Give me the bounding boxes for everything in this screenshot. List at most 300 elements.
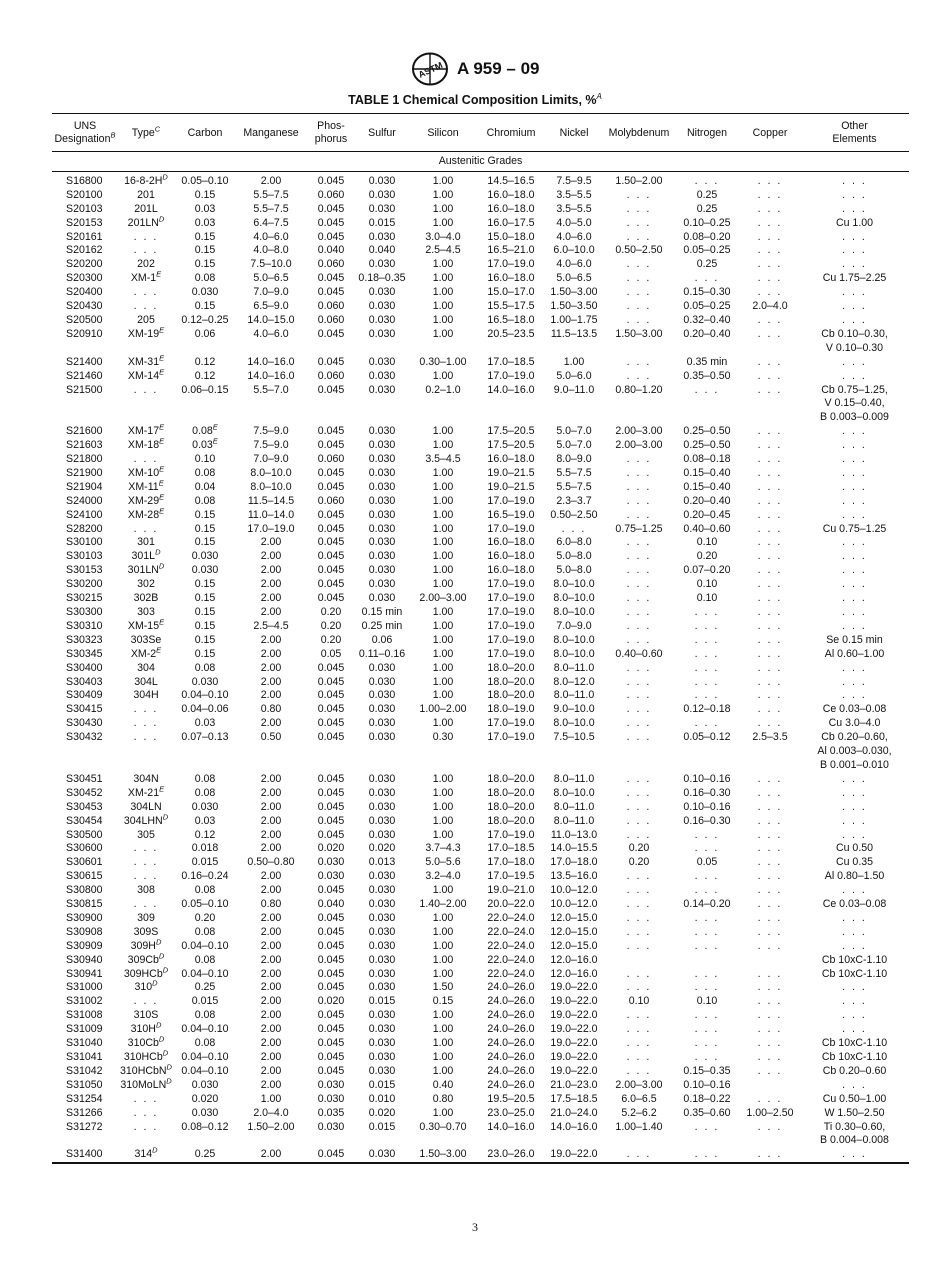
cell-nickel: 7.0–9.0 [556, 619, 592, 632]
cell-carbon: 0.05–0.10 [181, 898, 229, 911]
cell-manganese: 5.5–7.0 [253, 383, 289, 396]
table-row [52, 1051, 909, 1065]
cell-chromium: 18.0–20.0 [487, 661, 535, 674]
cell-phosphorus: 0.045 [317, 592, 345, 605]
cell-silicon: 1.00 [432, 216, 454, 229]
cell-sulfur: 0.030 [368, 439, 396, 452]
cell-nitrogen: 0.35–0.60 [683, 1106, 731, 1119]
cell-manganese: 4.0–6.0 [253, 327, 289, 340]
cell-type: 301 [137, 536, 155, 549]
cell-footnote: E [159, 436, 165, 446]
cell-nickel: 9.0–11.0 [553, 383, 595, 396]
cell-nitrogen: 0.20–0.45 [683, 508, 731, 521]
column-header-manganese [236, 114, 306, 152]
cell-uns: S20910 [66, 327, 103, 340]
cell-silicon: 1.00 [432, 1064, 454, 1077]
cell-chromium: 22.0–24.0 [487, 911, 535, 924]
cell-other: Cb 0.20–0.60, Al 0.003–0.030, B 0.001–0.010 [817, 731, 892, 771]
cell-molybdenum: . . . [626, 494, 652, 507]
cell-type: XM-1$^E$ [130, 269, 162, 285]
cell-type: . . . [133, 244, 159, 257]
cell-sulfur: 0.030 [368, 369, 396, 382]
table-row [52, 189, 909, 203]
table-row [52, 1093, 909, 1107]
cell-nitrogen: . . . [694, 981, 720, 994]
cell-phosphorus: 0.045 [317, 967, 345, 980]
cell-molybdenum: 2.00–3.00 [615, 425, 663, 438]
cell-nickel: 8.0–10.0 [553, 717, 595, 730]
cell-phosphorus: 0.045 [317, 1023, 345, 1036]
cell-nitrogen: 0.10 [696, 995, 718, 1008]
cell-manganese: 7.0–9.0 [253, 453, 289, 466]
cell-silicon: 1.00 [432, 327, 454, 340]
cell-molybdenum: . . . [626, 508, 652, 521]
cell-type: 309Cb$^D$ [127, 951, 165, 966]
cell-type: . . . [133, 898, 159, 911]
table-row [52, 1023, 909, 1037]
cell-sulfur: 0.030 [368, 174, 396, 187]
cell-phosphorus: 0.045 [317, 717, 345, 730]
table-row [52, 717, 909, 731]
cell-uns: S20162 [66, 244, 103, 257]
cell-phosphorus: 0.045 [317, 439, 345, 452]
table-row [52, 300, 909, 314]
cell-copper: . . . [757, 216, 783, 229]
table-row [52, 898, 909, 912]
cell-nitrogen: 0.40–0.60 [683, 522, 731, 535]
cell-type: . . . [133, 856, 159, 869]
cell-other: . . . [842, 300, 867, 313]
cell-uns: S30453 [66, 800, 103, 813]
cell-phosphorus: 0.045 [317, 355, 345, 368]
cell-other: . . . [842, 466, 867, 479]
cell-silicon: 1.00 [432, 1037, 454, 1050]
cell-phosphorus: 0.045 [317, 480, 345, 493]
cell-carbon: 0.04–0.10 [181, 967, 229, 980]
cell-chromium: 24.0–26.0 [487, 1037, 535, 1050]
cell-nitrogen: . . . [694, 1148, 720, 1161]
cell-silicon: 0.30–0.70 [419, 1120, 467, 1133]
cell-footnote: D [155, 1020, 162, 1030]
cell-silicon: 0.30 [432, 731, 454, 744]
cell-manganese: 2.00 [260, 786, 282, 799]
cell-nitrogen: . . . [694, 647, 720, 660]
cell-molybdenum: . . . [626, 578, 652, 591]
cell-carbon: 0.15 [194, 230, 216, 243]
cell-other: . . . [842, 174, 867, 187]
cell-nitrogen: . . . [694, 870, 720, 883]
cell-sulfur: 0.06 [371, 633, 393, 646]
cell-molybdenum: . . . [626, 884, 652, 897]
cell-sulfur: 0.030 [368, 494, 396, 507]
cell-copper: . . . [757, 661, 783, 674]
cell-footnote: D [166, 1076, 172, 1086]
cell-type: XM-19$^E$ [127, 325, 165, 340]
cell-silicon: 1.00 [432, 800, 454, 813]
cell-carbon: 0.15 [194, 606, 216, 618]
cell-phosphorus: 0.045 [317, 689, 345, 702]
cell-copper: . . . [757, 466, 783, 479]
cell-manganese: 2.00 [260, 647, 282, 660]
cell-sulfur: 0.030 [368, 453, 396, 466]
table-row [52, 495, 909, 509]
cell-copper: . . . [757, 1009, 783, 1022]
cell-nickel: 8.0–12.0 [553, 675, 595, 688]
cell-silicon: 1.00 [432, 1051, 454, 1063]
cell-copper: . . . [757, 327, 783, 340]
cell-manganese: 2.00 [260, 981, 282, 994]
cell-uns: S30400 [66, 661, 103, 674]
cell-molybdenum: . . . [626, 369, 652, 382]
cell-other: . . . [842, 1148, 867, 1161]
cell-carbon: 0.04–0.10 [181, 689, 229, 702]
cell-phosphorus: 0.045 [317, 286, 345, 299]
table-row [52, 171, 909, 188]
cell-carbon: 0.15 [194, 244, 216, 257]
cell-carbon: 0.03$^E$ [192, 436, 218, 452]
cell-sulfur: 0.030 [368, 870, 396, 883]
cell-sulfur: 0.030 [368, 355, 396, 368]
cell-type: 309 [137, 911, 155, 924]
cell-sulfur: 0.030 [368, 772, 396, 785]
cell-chromium: 18.0–19.0 [487, 703, 535, 716]
cell-other: . . . [842, 202, 867, 215]
cell-carbon: 0.08 [194, 1037, 216, 1050]
cell-nitrogen: . . . [694, 925, 720, 938]
cell-footnote: D [162, 1048, 169, 1058]
cell-phosphorus: 0.045 [317, 536, 345, 549]
cell-nickel: 11.5–13.5 [550, 327, 598, 340]
cell-other: . . . [842, 564, 867, 577]
cell-sulfur: 0.030 [368, 1023, 396, 1036]
cell-silicon: 1.00 [432, 619, 454, 632]
cell-other: Ce 0.03–0.08 [822, 898, 887, 911]
table-title: TABLE 1 Chemical Composition Limits, % [348, 93, 597, 108]
cell-sulfur: 0.030 [368, 717, 396, 730]
cell-phosphorus: 0.045 [317, 1148, 345, 1161]
cell-nickel: 5.0–7.0 [556, 425, 592, 438]
table-row [52, 842, 909, 856]
cell-uns: S30615 [66, 870, 103, 883]
cell-silicon: 1.00 [432, 174, 454, 187]
cell-silicon: 1.00 [432, 967, 454, 980]
cell-copper: . . . [757, 828, 783, 841]
cell-type: 201 [137, 188, 155, 201]
table-row [52, 940, 909, 954]
cell-molybdenum: . . . [626, 898, 652, 911]
cell-carbon: 0.03 [194, 202, 216, 215]
cell-manganese: 4.0–6.0 [253, 230, 289, 243]
cell-type: . . . [133, 286, 159, 299]
cell-phosphorus: 0.060 [317, 369, 345, 382]
cell-molybdenum: . . . [626, 814, 652, 827]
cell-molybdenum: 1.50–2.00 [615, 174, 663, 187]
cell-nickel: 9.0–10.0 [553, 703, 595, 716]
cell-molybdenum: . . . [626, 300, 652, 313]
cell-manganese: 2.00 [260, 1009, 282, 1022]
cell-manganese: 6.4–7.5 [253, 216, 289, 229]
cell-nitrogen: 0.20 [696, 550, 718, 563]
cell-copper [740, 1079, 800, 1093]
cell-nickel: 12.0–16.0 [550, 967, 598, 980]
cell-phosphorus: 0.045 [317, 466, 345, 479]
cell-molybdenum: 0.40–0.60 [615, 647, 663, 660]
cell-type: XM-10$^E$ [127, 464, 165, 479]
cell-carbon: 0.10 [194, 453, 216, 466]
cell-copper: . . . [757, 536, 783, 549]
cell-sulfur: 0.030 [368, 675, 396, 688]
cell-nickel: 12.0–15.0 [550, 939, 598, 952]
cell-type: 310S [133, 1009, 159, 1022]
cell-molybdenum: . . . [626, 188, 652, 201]
column-header-silicon [408, 114, 478, 152]
column-header-sulfur [356, 114, 408, 152]
cell-nickel: 14.0–15.5 [550, 842, 598, 855]
cell-manganese: 7.5–9.0 [253, 439, 289, 452]
cell-nitrogen: 0.25 [696, 202, 718, 215]
cell-nitrogen: . . . [694, 1120, 720, 1133]
cell-phosphorus: 0.045 [317, 939, 345, 952]
cell-type: 304L [134, 675, 158, 688]
cell-chromium: 17.0–19.0 [487, 592, 535, 605]
cell-nickel: 21.0–23.0 [550, 1078, 598, 1091]
cell-silicon: 1.00 [432, 300, 454, 313]
cell-chromium: 17.0–18.5 [487, 842, 535, 855]
cell-sulfur: 0.013 [368, 856, 396, 869]
cell-molybdenum: . . . [626, 1023, 652, 1036]
cell-uns: S31042 [66, 1064, 103, 1077]
cell-phosphorus: 0.060 [317, 258, 345, 271]
cell-manganese: 4.0–8.0 [253, 244, 289, 257]
cell-uns: S30454 [66, 814, 103, 827]
cell-nickel: 5.0–8.0 [556, 550, 592, 563]
cell-silicon: 1.00 [432, 786, 454, 799]
cell-type: . . . [133, 1120, 159, 1133]
cell-molybdenum: . . . [626, 619, 652, 632]
cell-sulfur: 0.030 [368, 884, 396, 897]
cell-nitrogen: . . . [694, 689, 720, 702]
cell-nitrogen: 0.15–0.30 [683, 286, 731, 299]
cell-manganese: 2.00 [260, 842, 282, 855]
cell-sulfur: 0.11–0.16 [358, 647, 406, 660]
cell-sulfur: 0.030 [368, 522, 396, 535]
cell-manganese: 14.0–16.0 [247, 355, 295, 368]
cell-carbon: 0.04 [194, 480, 216, 493]
cell-copper: . . . [757, 814, 783, 827]
cell-carbon: 0.08 [194, 1009, 216, 1022]
table-body [52, 152, 909, 1164]
table-row [52, 787, 909, 801]
cell-sulfur: 0.030 [368, 1037, 396, 1050]
cell-sulfur: 0.030 [368, 564, 396, 577]
cell-footnote: D [158, 214, 165, 224]
cell-nickel: 10.0–12.0 [550, 898, 598, 911]
cell-sulfur: 0.030 [368, 383, 396, 396]
cell-sulfur: 0.030 [368, 425, 396, 438]
cell-carbon: 0.08 [194, 661, 216, 674]
table-row [52, 954, 909, 968]
cell-uns: S24000 [66, 494, 103, 507]
cell-uns: S30600 [66, 842, 103, 855]
cell-sulfur: 0.030 [368, 202, 396, 215]
cell-nitrogen: . . . [694, 828, 720, 841]
cell-other: Se 0.15 min [826, 633, 883, 646]
table-row [52, 217, 909, 231]
cell-chromium: 22.0–24.0 [487, 939, 535, 952]
cell-manganese: 14.0–15.0 [247, 313, 295, 326]
cell-type: 201LN$^D$ [127, 214, 165, 229]
cell-phosphorus: 0.020 [317, 995, 345, 1008]
cell-chromium: 18.0–20.0 [487, 689, 535, 702]
cell-silicon: 1.00 [432, 466, 454, 479]
cell-chromium: 23.0–26.0 [487, 1148, 535, 1161]
cell-sulfur: 0.015 [368, 1120, 396, 1133]
cell-silicon: 1.00 [432, 772, 454, 785]
cell-copper: . . . [757, 1092, 783, 1105]
cell-sulfur: 0.010 [368, 1092, 396, 1105]
cell-silicon: 3.0–4.0 [425, 230, 461, 243]
cell-molybdenum: . . . [626, 480, 652, 493]
cell-type: 201L [134, 202, 158, 215]
cell-nitrogen: . . . [694, 272, 720, 285]
cell-manganese: 6.5–9.0 [253, 300, 289, 313]
svg-text:ASTM: ASTM [416, 59, 444, 80]
column-label: Other Elements [832, 120, 877, 145]
cell-uns: S30430 [66, 717, 103, 730]
table-header-row [52, 114, 909, 152]
cell-carbon: 0.15 [194, 508, 216, 521]
cell-nitrogen: 0.15–0.35 [683, 1064, 731, 1077]
cell-manganese: 2.00 [260, 717, 282, 730]
cell-copper: . . . [757, 522, 783, 535]
cell-phosphorus: 0.045 [317, 675, 345, 688]
cell-phosphorus: 0.020 [317, 842, 345, 855]
cell-phosphorus: 0.060 [317, 300, 345, 313]
cell-molybdenum: . . . [626, 536, 652, 549]
cell-phosphorus: 0.040 [317, 898, 345, 911]
cell-nickel: 12.0–15.0 [550, 925, 598, 938]
cell-copper: . . . [757, 647, 783, 660]
cell-other: . . . [842, 772, 867, 785]
cell-nitrogen: 0.18–0.22 [683, 1092, 731, 1105]
cell-nitrogen: . . . [694, 1037, 720, 1050]
column-label: Type [131, 126, 155, 139]
table-row [52, 884, 909, 898]
cell-sulfur: 0.030 [368, 898, 396, 911]
cell-phosphorus: 0.045 [317, 202, 345, 215]
cell-manganese: 2.00 [260, 661, 282, 674]
table-row [52, 258, 909, 272]
column-footnote: C [154, 123, 161, 133]
table-row [52, 481, 909, 495]
cell-nickel: 0.50–2.50 [550, 508, 598, 521]
cell-phosphorus: 0.045 [317, 578, 345, 591]
cell-uns: S30601 [66, 856, 103, 869]
cell-molybdenum: . . . [626, 550, 652, 563]
cell-copper: . . . [757, 1064, 783, 1077]
cell-other: . . . [842, 1009, 867, 1022]
cell-type: 303Se [130, 633, 162, 646]
cell-sulfur: 0.015 [368, 1078, 396, 1091]
table-row [52, 1121, 909, 1149]
column-header-chromium [478, 114, 544, 152]
cell-copper: . . . [757, 592, 783, 605]
cell-carbon: 0.08 [194, 786, 216, 799]
cell-nickel: 5.0–6.5 [556, 272, 592, 285]
column-header-copper [740, 114, 800, 152]
cell-other: . . . [842, 244, 867, 257]
table-row [52, 550, 909, 564]
cell-uns: S30815 [66, 898, 103, 911]
cell-type: . . . [133, 870, 159, 883]
cell-chromium: 18.0–20.0 [487, 675, 535, 688]
cell-molybdenum: 0.10 [628, 995, 650, 1008]
cell-molybdenum: . . . [626, 689, 652, 702]
cell-chromium: 16.5–18.0 [487, 313, 535, 326]
cell-type: . . . [133, 717, 159, 730]
cell-nitrogen: 0.10 [696, 536, 718, 549]
cell-phosphorus: 0.045 [317, 1051, 345, 1063]
cell-copper: . . . [757, 564, 783, 577]
cell-sulfur: 0.030 [368, 731, 396, 744]
cell-nickel: 19.0–22.0 [550, 1051, 598, 1063]
cell-phosphorus: 0.045 [317, 1009, 345, 1022]
cell-sulfur: 0.030 [368, 286, 396, 299]
cell-other: . . . [842, 508, 867, 521]
cell-chromium: 17.5–20.5 [487, 439, 535, 452]
cell-chromium: 17.0–19.0 [487, 717, 535, 730]
cell-silicon: 2.5–4.5 [425, 244, 461, 257]
cell-phosphorus: 0.030 [317, 1078, 345, 1091]
cell-molybdenum: . . . [626, 731, 652, 744]
cell-other: . . . [842, 369, 867, 382]
cell-sulfur: 0.030 [368, 911, 396, 924]
cell-molybdenum: . . . [626, 355, 652, 368]
cell-type: 310MoLN$^D$ [120, 1076, 172, 1091]
cell-sulfur: 0.030 [368, 536, 396, 549]
cell-nickel: 1.00–1.75 [550, 313, 598, 326]
cell-phosphorus: 0.060 [317, 313, 345, 326]
cell-type: 309HCb$^D$ [123, 965, 169, 980]
cell-carbon: 0.020 [191, 1092, 219, 1105]
table-row [52, 662, 909, 676]
cell-carbon: 0.16–0.24 [181, 870, 229, 883]
cell-uns: S31050 [66, 1078, 103, 1091]
cell-molybdenum: 0.50–2.50 [615, 244, 663, 257]
cell-other: . . . [842, 313, 867, 326]
cell-copper: . . . [757, 911, 783, 924]
table-row [52, 676, 909, 690]
cell-copper: . . . [757, 884, 783, 897]
cell-other: . . . [842, 675, 867, 688]
cell-phosphorus: 0.045 [317, 814, 345, 827]
cell-phosphorus: 0.045 [317, 828, 345, 841]
cell-copper: . . . [757, 898, 783, 911]
column-label: Carbon [187, 126, 223, 139]
cell-copper: . . . [757, 856, 783, 869]
cell-other: . . . [842, 550, 867, 563]
cell-sulfur: 0.030 [368, 466, 396, 479]
cell-copper: . . . [757, 453, 783, 466]
cell-copper: . . . [757, 1023, 783, 1036]
cell-copper: . . . [757, 272, 783, 285]
cell-sulfur: 0.030 [368, 1064, 396, 1077]
cell-chromium: 17.0–19.0 [487, 633, 535, 646]
cell-type: 304 [137, 661, 155, 674]
cell-footnote: E [158, 478, 164, 488]
cell-type: . . . [133, 300, 159, 313]
cell-copper: . . . [757, 480, 783, 493]
